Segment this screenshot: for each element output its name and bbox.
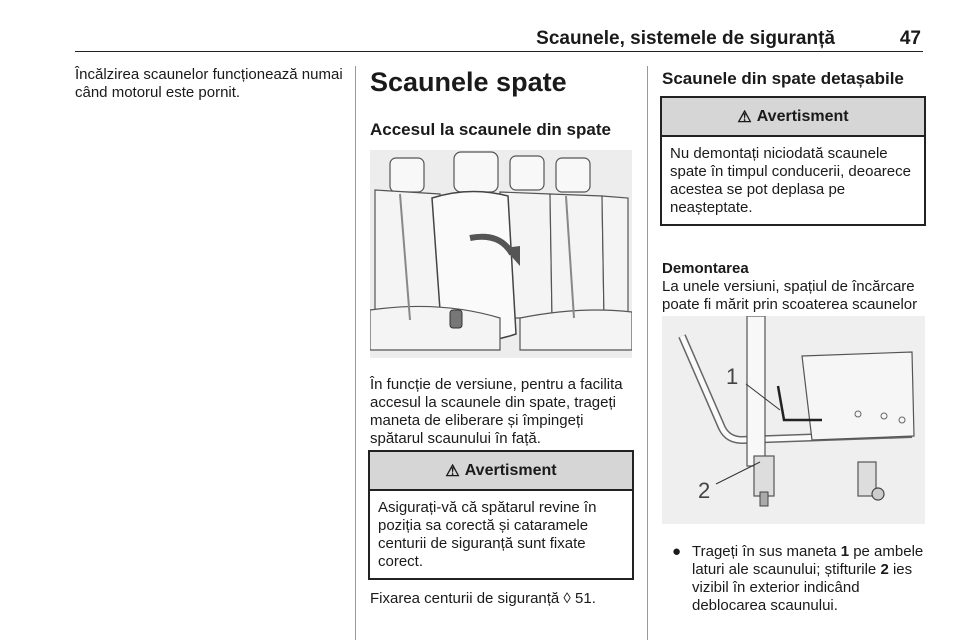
warning-box	[660, 96, 926, 226]
warning-header	[370, 452, 632, 491]
seat-heating-note: Încălzirea scaunelor funcționează numai când motorul este pornit.	[75, 66, 343, 101]
column-divider	[647, 66, 648, 640]
seat-belt-reference: Fixarea centurii de siguranță ◊ 51.	[370, 590, 596, 607]
section-heading: Scaunele din spate detașabile	[662, 69, 904, 88]
rear-seat-illustration	[370, 150, 632, 358]
column-divider	[355, 66, 356, 640]
rear-seat-drawing	[370, 150, 632, 358]
warning-icon: ⚠	[737, 108, 752, 126]
page-number: 47	[899, 28, 921, 49]
figure-label-1: 1	[726, 364, 739, 389]
removal-subheading: Demontarea	[662, 260, 749, 277]
instruction-text: Trageți în sus maneta 1 pe ambele laturi ale scaunului; știfturile 2 ies vizibil în exterior indicând deblocarea scaunului.	[692, 543, 924, 614]
warning-text: Asigurați-vă că spătarul revine în poziția sa corectă și cataramele centurii de siguranță sunt fixate corect.	[378, 499, 597, 570]
page-title: Scaunele, sistemele de siguranță	[536, 28, 835, 49]
rear-seat-access-text: În funcție de versiune, pentru a facilita accesul la scaunele din spate, trageți maneta de eliberare și împingeți spătarul scaunului în față.	[370, 376, 623, 447]
bullet-icon: ●	[672, 543, 682, 560]
removable-rear-seats-section	[662, 66, 925, 89]
warning-box	[368, 450, 634, 580]
figure-label-2: 2	[698, 478, 711, 503]
warning-text: Nu demontați niciodată scaunele spate în timpul conducerii, deoarece acestea se pot deplasa pe neașteptate.	[670, 145, 911, 216]
seat-removal-illustration	[662, 316, 925, 524]
warning-title: Avertisment	[756, 107, 849, 125]
removal-text: La unele versiuni, spațiul de încărcare poate fi mărit prin scoaterea scaunelor	[662, 278, 918, 313]
warning-icon: ⚠	[445, 462, 460, 480]
page-header	[75, 27, 923, 52]
warning-header	[662, 98, 924, 137]
seat-frame-drawing	[662, 316, 925, 524]
section-subheading: Accesul la scaunele din spate	[370, 120, 611, 139]
rear-seats-section	[370, 66, 632, 140]
section-heading: Scaunele spate	[370, 67, 567, 97]
warning-title: Avertisment	[464, 461, 557, 479]
